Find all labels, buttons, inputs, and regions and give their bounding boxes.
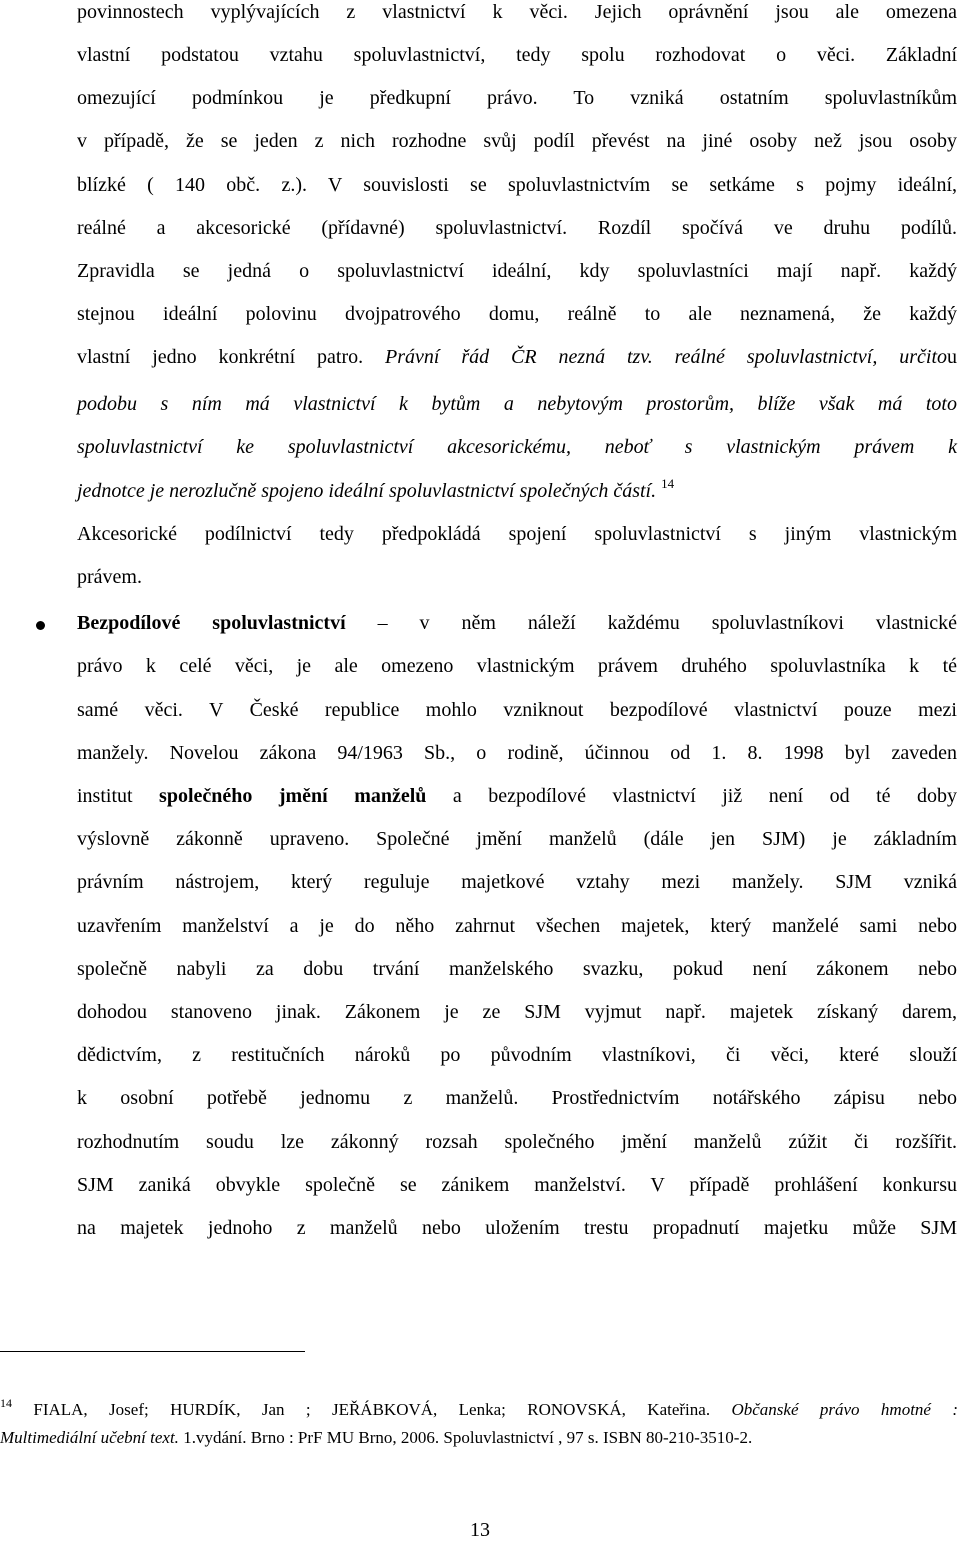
footnote-reference[interactable]: 14 — [661, 476, 675, 491]
bullet-line-5 — [77, 781, 957, 811]
bullet-line-11: dědictvím, z restitučních nároků po původním vlastníkovi, či věci, které slouží — [77, 1044, 957, 1066]
body-line-4: v případě, že se jeden z nich rozhodne svůj podíl převést na jiné osoby než jsou osoby — [77, 130, 957, 152]
footnote-number: 14 — [0, 1396, 12, 1410]
body-line-2: vlastní podstatou vztahu spoluvlastnictví, tedy spolu rozhodovat o věci. Základní — [77, 44, 957, 66]
bullet-point — [36, 621, 45, 630]
bullet-line-15: na majetek jednoho z manželů nebo uložením trestu propadnutí majetku může SJM — [77, 1217, 957, 1239]
footnote-subtitle: Multimediální učební text. — [0, 1428, 179, 1447]
line9-tail: u — [947, 346, 958, 368]
line12-italic: jednotce je nerozlučně spojeno ideální spoluvlastnictví společných částí. — [77, 480, 657, 502]
sjm-pre: institut — [77, 785, 160, 807]
bullet-line-1 — [77, 608, 957, 638]
body-line-10: podobu s ním má vlastnictví k bytům a nebytovým prostorům, blíže však má toto — [77, 393, 957, 415]
page-number: 13 — [470, 1519, 490, 1541]
bullet-line-6: výslovně zákonně upraveno. Společné jmění manželů (dále jen SJM) je základním — [77, 828, 957, 850]
bullet-line-8: uzavřením manželství a je do něho zahrnut všechen majetek, který manželé sami nebo — [77, 915, 957, 937]
body-line-6: reálné a akcesorické (přídavné) spoluvlastnictví. Rozdíl spočívá ve druhu podílů. — [77, 217, 957, 239]
bullet-rest: – v něm náleží každému spoluvlastníkovi vlastnické — [345, 612, 957, 634]
bullet-line-14: SJM zaniká obvykle společně se zánikem manželství. V případě prohlášení konkursu — [77, 1174, 957, 1196]
body-line-3: omezující podmínkou je předkupní právo. To vzniká ostatním spoluvlastníkům — [77, 87, 957, 109]
footnote-publication: 1.vydání. Brno : PrF MU Brno, 2006. Spoluvlastnictví , 97 s. ISBN 80-210-3510-2. — [178, 1428, 753, 1447]
footnote-line-1 — [0, 1397, 958, 1423]
body-line-11: spoluvlastnictví ke spoluvlastnictví akcesorickému, neboť s vlastnickým právem k — [77, 436, 957, 458]
footnote-authors: FIALA, Josef; HURDÍK, Jan ; JEŘÁBKOVÁ, Lenka; RONOVSKÁ, Kateřina. — [12, 1400, 732, 1419]
sjm-term: společného jmění manželů — [159, 785, 427, 807]
body-line-8: stejnou ideální polovinu dvojpatrového domu, reálně to ale neznamená, že každý — [77, 303, 957, 325]
bullet-line-2: právo k celé věci, je ale omezeno vlastnickým právem druhého spoluvlastníka k té — [77, 655, 957, 677]
bullet-term: Bezpodílové spoluvlastnictví — [77, 612, 346, 634]
footnote-separator — [0, 1351, 305, 1352]
body-line-9 — [77, 342, 957, 372]
body-line-7: Zpravidla se jedná o spoluvlastnictví ideální, kdy spoluvlastníci mají např. každý — [77, 260, 957, 282]
bullet-line-9: společně nabyli za dobu trvání manželského svazku, pokud není zákonem nebo — [77, 958, 957, 980]
bullet-line-13: rozhodnutím soudu lze zákonný rozsah společného jmění manželů zúžit či rozšířit. — [77, 1131, 957, 1153]
sjm-post: a bezpodílové vlastnictví již není od té doby — [426, 785, 957, 807]
line9-plain: vlastní jedno konkrétní patro. — [77, 346, 386, 368]
body-line-5: blízké ( 140 obč. z.). V souvislosti se spoluvlastnictvím se setkáme s pojmy ideální, — [77, 174, 957, 196]
bullet-line-3: samé věci. V České republice mohlo vzniknout bezpodílové vlastnictví pouze mezi — [77, 699, 957, 721]
body-line-13: Akcesorické podílnictví tedy předpokládá spojení spoluvlastnictví s jiným vlastnickým — [77, 523, 957, 545]
line9-italic: Právní řád ČR nezná tzv. reálné spoluvlastnictví, určito — [385, 346, 948, 368]
footnote-line-2 — [0, 1425, 958, 1451]
body-line-12 — [77, 476, 957, 506]
footnote-title: Občanské právo hmotné : — [731, 1400, 958, 1419]
body-line-1: povinnostech vyplývajících z vlastnictví k věci. Jejich oprávnění jsou ale omezena — [77, 1, 957, 23]
bullet-line-12: k osobní potřebě jednomu z manželů. Prostřednictvím notářského zápisu nebo — [77, 1087, 957, 1109]
bullet-line-4: manžely. Novelou zákona 94/1963 Sb., o rodině, účinnou od 1. 8. 1998 byl zaveden — [77, 742, 957, 764]
body-line-14: právem. — [77, 566, 142, 588]
bullet-line-10: dohodou stanoveno jinak. Zákonem je ze SJM vyjmut např. majetek získaný darem, — [77, 1001, 957, 1023]
bullet-line-7: právním nástrojem, který reguluje majetkové vztahy mezi manžely. SJM vzniká — [77, 871, 957, 893]
